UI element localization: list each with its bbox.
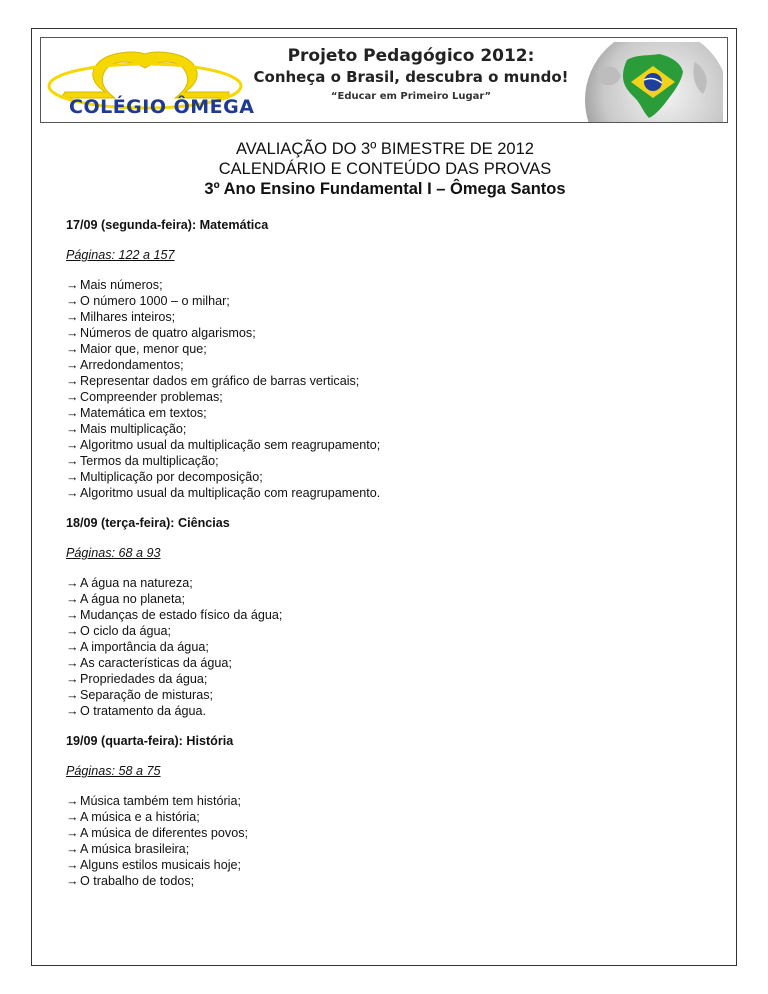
topic-text: Alguns estilos musicais hoje; — [80, 858, 241, 872]
topic-item — [66, 655, 726, 671]
topic-list — [66, 277, 726, 501]
topic-item — [66, 607, 726, 623]
topic-item — [66, 453, 726, 469]
project-motto: “Educar em Primeiro Lugar” — [330, 91, 492, 102]
exam-pages: Páginas: 68 a 93 — [66, 546, 161, 560]
arrow-right-icon: → — [66, 342, 79, 356]
arrow-right-icon: → — [66, 810, 79, 824]
topic-text: O ciclo da água; — [80, 624, 172, 638]
arrow-right-icon: → — [66, 422, 79, 436]
arrow-right-icon: → — [66, 704, 79, 718]
exam-section — [66, 515, 726, 719]
topic-item — [66, 623, 726, 639]
arrow-right-icon: → — [66, 406, 79, 420]
project-block — [246, 46, 576, 102]
exam-pages: Páginas: 122 a 157 — [66, 248, 175, 262]
topic-item — [66, 857, 726, 873]
topic-item — [66, 841, 726, 857]
exam-schedule — [66, 217, 726, 903]
arrow-right-icon: → — [66, 326, 79, 340]
project-title: Projeto Pedagógico 2012: — [287, 46, 535, 66]
topic-list — [66, 575, 726, 719]
topic-text: A música e a história; — [80, 810, 200, 824]
topic-item — [66, 277, 726, 293]
topic-item — [66, 703, 726, 719]
topic-item — [66, 793, 726, 809]
arrow-right-icon: → — [66, 576, 79, 590]
topic-text: O número 1000 – o milhar; — [80, 294, 230, 308]
topic-item — [66, 309, 726, 325]
arrow-right-icon: → — [66, 470, 79, 484]
heading-line-1: AVALIAÇÃO DO 3º BIMESTRE DE 2012 — [236, 140, 534, 158]
topic-item — [66, 671, 726, 687]
globe-brazil-flag-icon — [577, 42, 723, 122]
topic-text: Algoritmo usual da multiplicação sem reagrupamento; — [80, 438, 381, 452]
topic-item — [66, 357, 726, 373]
topic-text: A música brasileira; — [80, 842, 190, 856]
topic-text: A água no planeta; — [80, 592, 186, 606]
topic-text: Mais multiplicação; — [80, 422, 187, 436]
topic-text: Mais números; — [80, 278, 163, 292]
topic-text: Milhares inteiros; — [80, 310, 176, 324]
topic-text: O trabalho de todos; — [80, 874, 195, 888]
topic-text: As características da água; — [80, 656, 232, 670]
topic-text: A importância da água; — [80, 640, 209, 654]
topic-text: Termos da multiplicação; — [80, 454, 219, 468]
topic-item — [66, 293, 726, 309]
topic-item — [66, 687, 726, 703]
heading-line-2: CALENDÁRIO E CONTEÚDO DAS PROVAS — [218, 160, 552, 178]
project-subtitle: Conheça o Brasil, descubra o mundo! — [253, 68, 569, 86]
arrow-right-icon: → — [66, 624, 79, 638]
header-banner — [40, 37, 728, 123]
exam-section — [66, 733, 726, 889]
topic-text: A música de diferentes povos; — [80, 826, 249, 840]
topic-item — [66, 809, 726, 825]
topic-item — [66, 873, 726, 889]
arrow-right-icon: → — [66, 278, 79, 292]
topic-text: Algoritmo usual da multiplicação com reagrupamento. — [80, 486, 381, 500]
topic-text: Mudanças de estado físico da água; — [80, 608, 283, 622]
arrow-right-icon: → — [66, 374, 79, 388]
arrow-right-icon: → — [66, 294, 79, 308]
arrow-right-icon: → — [66, 454, 79, 468]
arrow-right-icon: → — [66, 486, 79, 500]
topic-item — [66, 575, 726, 591]
page-frame — [31, 28, 737, 966]
exam-date-subject: 19/09 (quarta-feira): História — [66, 734, 234, 748]
topic-item — [66, 639, 726, 655]
arrow-right-icon: → — [66, 656, 79, 670]
topic-text: Maior que, menor que; — [80, 342, 207, 356]
arrow-right-icon: → — [66, 438, 79, 452]
topic-item — [66, 469, 726, 485]
exam-date-subject: 17/09 (segunda-feira): Matemática — [66, 218, 269, 232]
arrow-right-icon: → — [66, 858, 79, 872]
topic-item — [66, 825, 726, 841]
arrow-right-icon: → — [66, 688, 79, 702]
arrow-right-icon: → — [66, 842, 79, 856]
exam-date-subject: 18/09 (terça-feira): Ciências — [66, 516, 230, 530]
arrow-right-icon: → — [66, 390, 79, 404]
topic-item — [66, 373, 726, 389]
topic-text: Arredondamentos; — [80, 358, 184, 372]
exam-section — [66, 217, 726, 501]
topic-item — [66, 591, 726, 607]
topic-text: Música também tem história; — [80, 794, 241, 808]
topic-list — [66, 793, 726, 889]
heading-line-3: 3º Ano Ensino Fundamental I – Ômega Santos — [204, 180, 566, 198]
topic-item — [66, 421, 726, 437]
arrow-right-icon: → — [66, 640, 79, 654]
exam-pages: Páginas: 58 a 75 — [66, 764, 161, 778]
arrow-right-icon: → — [66, 608, 79, 622]
topic-text: Representar dados em gráfico de barras verticais; — [80, 374, 360, 388]
topic-item — [66, 341, 726, 357]
topic-text: O tratamento da água. — [80, 704, 207, 718]
arrow-right-icon: → — [66, 794, 79, 808]
arrow-right-icon: → — [66, 672, 79, 686]
topic-item — [66, 485, 726, 501]
arrow-right-icon: → — [66, 826, 79, 840]
topic-text: Compreender problemas; — [80, 390, 223, 404]
arrow-right-icon: → — [66, 874, 79, 888]
arrow-right-icon: → — [66, 592, 79, 606]
topic-text: Separação de misturas; — [80, 688, 214, 702]
topic-item — [66, 437, 726, 453]
topic-item — [66, 389, 726, 405]
topic-text: Multiplicação por decomposição; — [80, 470, 263, 484]
topic-text: Matemática em textos; — [80, 406, 207, 420]
topic-item — [66, 405, 726, 421]
document-heading — [32, 139, 738, 199]
logo-text: COLÉGIO ÔMEGA — [69, 96, 255, 118]
topic-text: Propriedades da água; — [80, 672, 208, 686]
arrow-right-icon: → — [66, 310, 79, 324]
arrow-right-icon: → — [66, 358, 79, 372]
topic-item — [66, 325, 726, 341]
topic-text: A água na natureza; — [80, 576, 193, 590]
topic-text: Números de quatro algarismos; — [80, 326, 256, 340]
